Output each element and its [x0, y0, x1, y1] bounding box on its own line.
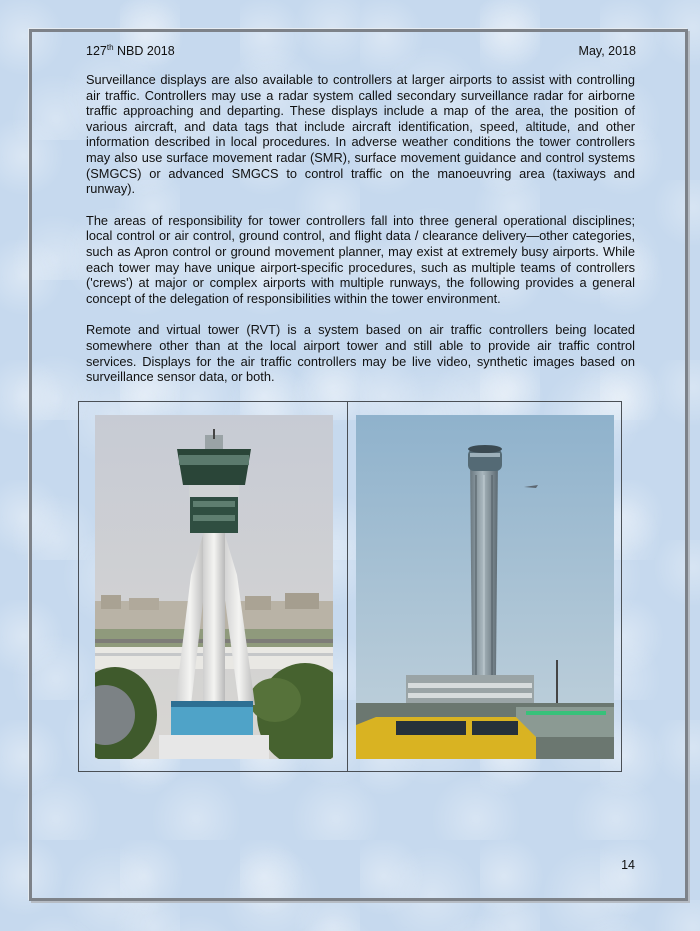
paragraph-responsibilities: The areas of responsibility for tower controllers fall into three general operational disciplines; local control or air control, ground control, and flight data / clearance delivery—other categories, such as Apron control or ground movement planner, may exist at extremely busy airports. While each tower may have unique airport-specific procedures, such as multiple teams of controllers ('crews') at major or complex airports with multiple runways, the following provides a general concept of the delegation of responsibilities within the tower environment.: [86, 212, 635, 306]
figure-divider: [347, 402, 348, 771]
control-tower-photo-left: [95, 415, 333, 759]
issue-date: May, 2018: [578, 44, 636, 58]
issue-label: 127th NBD 2018: [86, 42, 175, 58]
paragraph-remote-tower: Remote and virtual tower (RVT) is a system based on air traffic controllers being located somewhere other than at the local airport tower and still able to provide air traffic control services. Displays for the air traffic controllers may be live video, synthetic images based on surveillance sensor data, or both.: [86, 322, 635, 385]
photo-figure: [78, 401, 622, 772]
page-header: [86, 40, 636, 58]
control-tower-photo-right: [356, 415, 614, 759]
page-number: 14: [621, 858, 635, 872]
body-text: [86, 72, 635, 401]
paragraph-surveillance: Surveillance displays are also available to controllers at larger airports to assist with controlling air traffic. Controllers may use a radar system called secondary surveillance radar for airborne traffic approaching and departing. These displays include a map of the area, the position of various aircraft, and data tags that include aircraft identification, speed, altitude, and other information described in local procedures. In adverse weather conditions the tower controllers may also use surface movement radar (SMR), surface movement guidance and control systems (SMGCS) or advanced SMGCS to control traffic on the manoeuvring area (taxiways and runway).: [86, 72, 635, 197]
